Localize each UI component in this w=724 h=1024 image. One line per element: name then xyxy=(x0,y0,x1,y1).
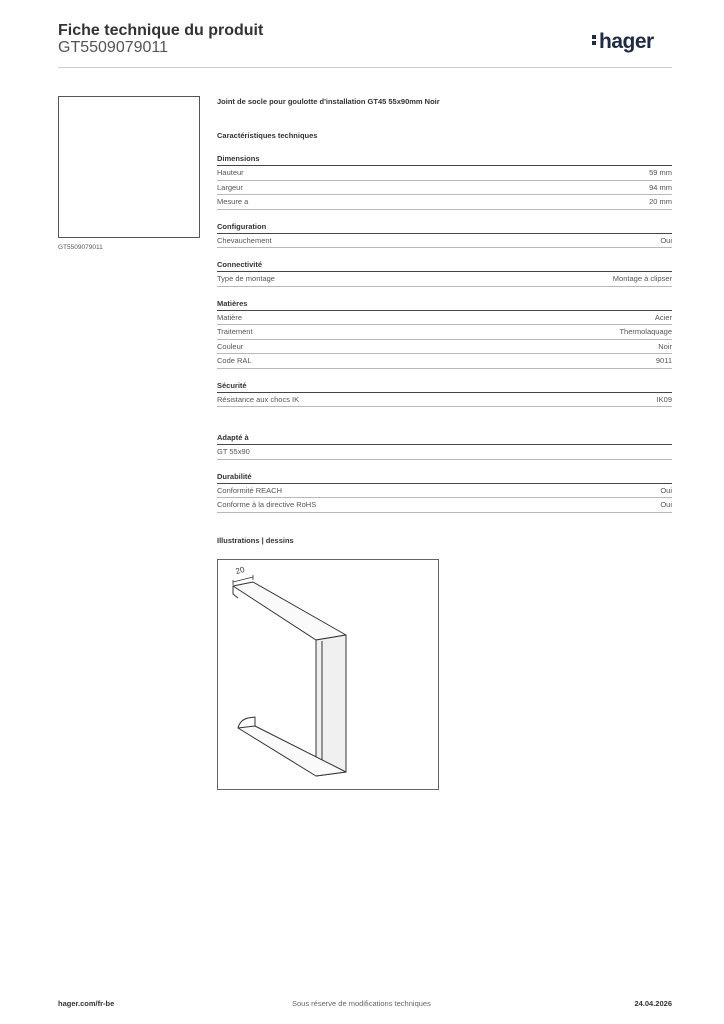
section-title: Matières xyxy=(217,298,672,311)
spec-value: IK09 xyxy=(656,394,672,404)
spec-row xyxy=(217,445,672,460)
spec-label: Chevauchement xyxy=(217,235,272,245)
section-title: Dimensions xyxy=(217,153,672,166)
product-title: Joint de socle pour goulotte d'installation GT45 55x90mm Noir xyxy=(217,97,440,106)
spec-row xyxy=(217,484,672,499)
spec-value: Oui xyxy=(660,235,672,245)
section-title: Configuration xyxy=(217,221,672,234)
illustration-frame xyxy=(217,559,439,790)
spec-label: Mesure a xyxy=(217,197,249,206)
spec-label: Résistance aux chocs IK xyxy=(217,394,300,404)
section-title: Connectivité xyxy=(217,259,672,272)
header-divider xyxy=(58,67,672,68)
spec-row xyxy=(217,166,672,181)
spec-section xyxy=(217,259,672,287)
photo-caption: GT5509079011 xyxy=(58,244,103,251)
spec-section xyxy=(217,221,672,249)
section-title: Durabilité xyxy=(217,471,672,484)
dimension-label: 20 xyxy=(234,564,246,576)
spec-row xyxy=(217,354,672,369)
spec-value: Noir xyxy=(658,341,672,351)
logo-dots-icon xyxy=(592,33,597,47)
spec-label: Couleur xyxy=(217,341,244,351)
spec-value: Montage à clipser xyxy=(612,274,672,283)
product-code: GT5509079011 xyxy=(58,39,169,56)
section-title: Adapté à xyxy=(217,432,672,445)
spec-section xyxy=(217,432,672,460)
spec-section xyxy=(217,471,672,513)
spec-row xyxy=(217,272,672,287)
spec-label: Hauteur xyxy=(217,168,244,177)
spec-value: 94 mm xyxy=(649,182,672,192)
spec-value: 20 mm xyxy=(649,197,672,206)
product-photo-placeholder xyxy=(58,96,200,238)
spec-label: Largeur xyxy=(217,182,243,192)
hager-logo xyxy=(592,30,654,54)
spec-section xyxy=(217,153,672,210)
spec-value: Thermolaquage xyxy=(619,327,672,336)
spec-row xyxy=(217,498,672,513)
spec-value: 9011 xyxy=(655,356,672,365)
spec-label: Matière xyxy=(217,312,243,322)
illustrations-heading: Illustrations | dessins xyxy=(217,535,294,545)
spec-value: 59 mm xyxy=(649,168,672,177)
section-title: Sécurité xyxy=(217,380,672,393)
spec-label: GT 55x90 xyxy=(217,447,250,456)
tech-heading: Caractéristiques techniques xyxy=(217,131,318,140)
spec-row xyxy=(217,340,672,355)
spec-value: Oui xyxy=(660,500,672,509)
spec-row xyxy=(217,234,672,249)
spec-content xyxy=(217,96,672,547)
spec-label: Code RAL xyxy=(217,356,252,365)
spec-sections xyxy=(217,153,672,513)
spec-section xyxy=(217,380,672,408)
spec-section xyxy=(217,298,672,369)
spec-value: Acier xyxy=(654,312,672,322)
spec-row xyxy=(217,325,672,340)
spec-value: Oui xyxy=(660,485,672,495)
spec-row xyxy=(217,311,672,326)
spec-label: Traitement xyxy=(217,327,253,336)
footer-date: 24.04.2026 xyxy=(634,999,672,1008)
spec-row xyxy=(217,181,672,196)
logo-text: hager xyxy=(599,30,654,53)
spec-row xyxy=(217,195,672,210)
spec-label: Conformité REACH xyxy=(217,485,283,495)
page-title: Fiche technique du produit xyxy=(58,22,264,39)
channel-cover-drawing xyxy=(218,560,438,789)
spec-label: Conforme à la directive RoHS xyxy=(217,500,317,509)
spec-label: Type de montage xyxy=(217,274,275,283)
spec-row xyxy=(217,393,672,408)
footer-website: hager.com/fr-be xyxy=(58,999,115,1008)
footer-disclaimer: Sous réserve de modifications techniques xyxy=(292,999,431,1008)
